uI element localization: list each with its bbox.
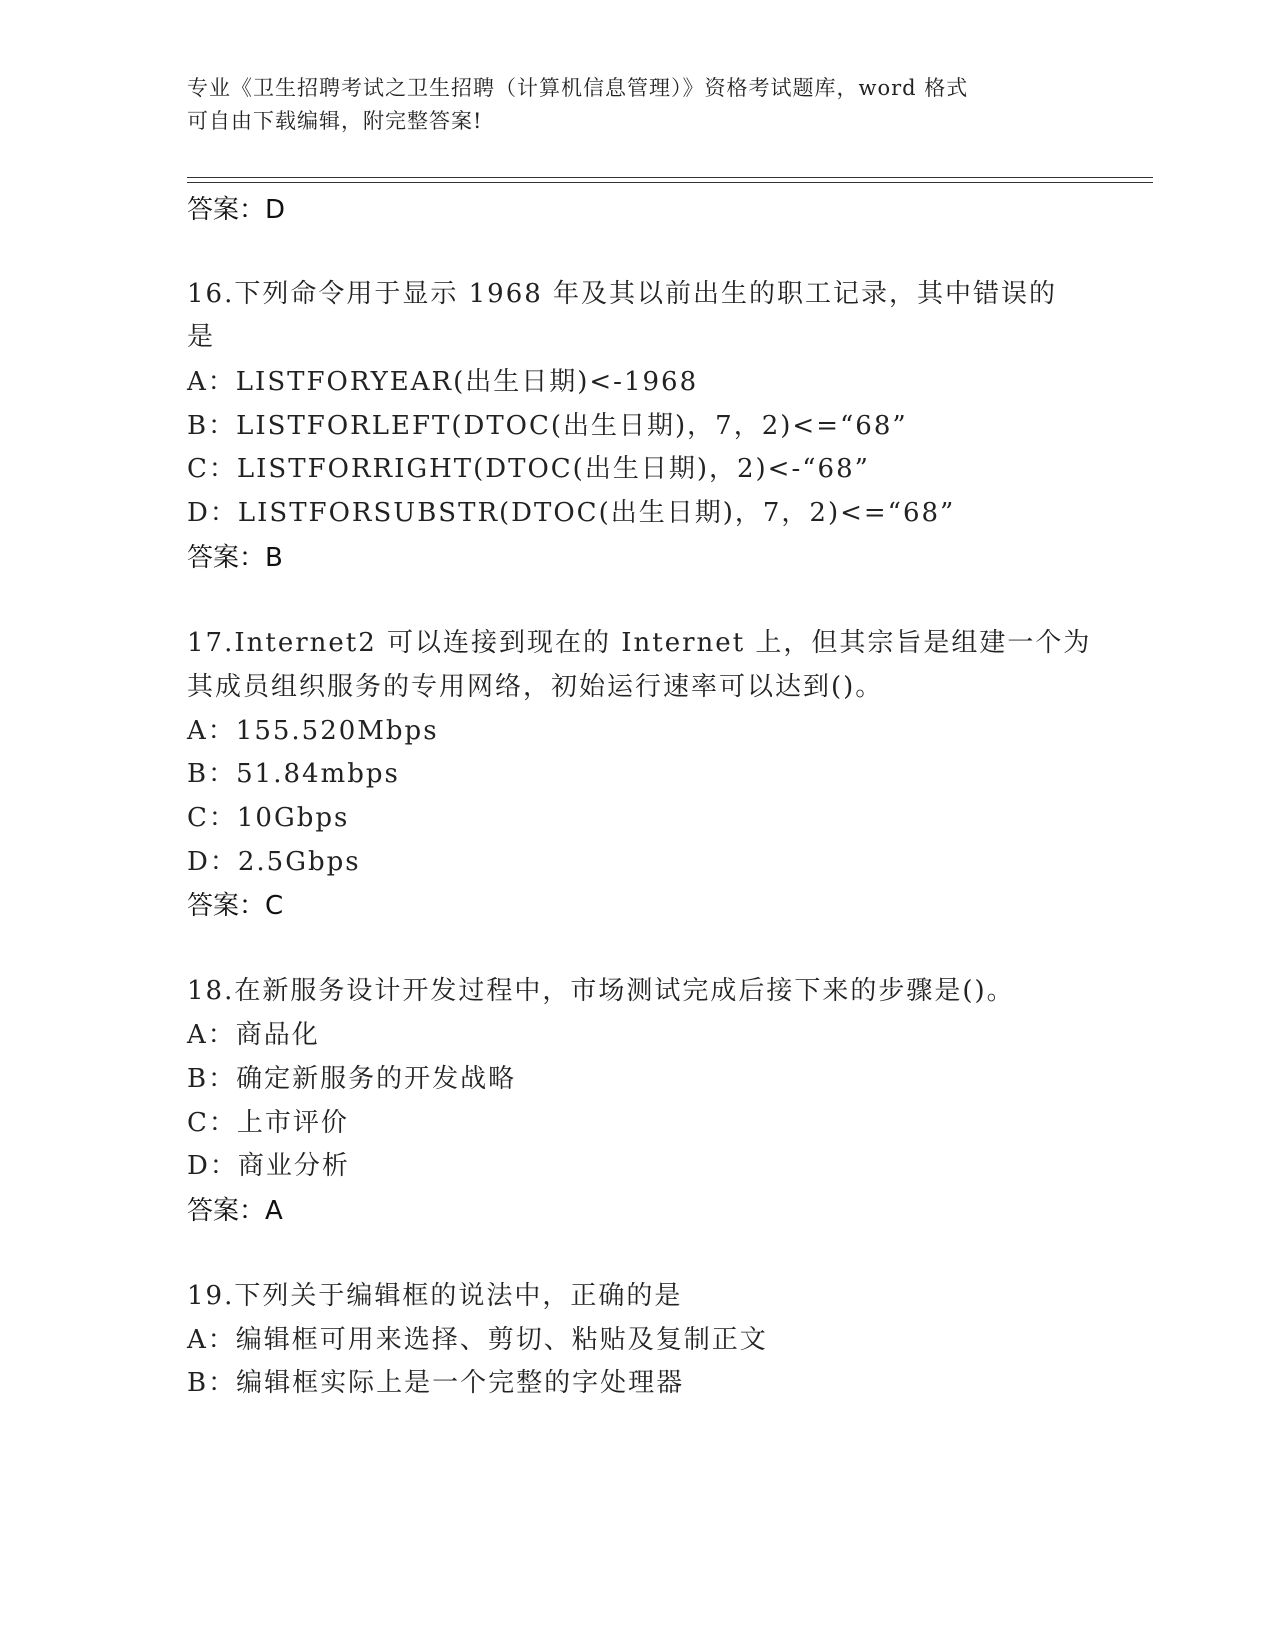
q18-option-b: B：确定新服务的开发战略 (187, 1064, 517, 1094)
q17-stem-line-1: 17.Internet2 可以连接到现在的 Internet 上，但其宗旨是组建一个为 (187, 628, 1092, 658)
q17-option-b: B：51.84mbps (187, 759, 400, 789)
q18-option-a: A：商品化 (187, 1020, 320, 1050)
q17-option-c: C：10Gbps (187, 803, 350, 833)
q17-answer: 答案：C (187, 891, 284, 921)
header-line-1: 专业《卫生招聘考试之卫生招聘（计算机信息管理）》资格考试题库，word 格式 (187, 76, 969, 100)
q16-option-d: D：LISTFORSUBSTR(DTOC(出生日期)，7，2)<=“68” (187, 498, 956, 528)
q17-stem-line-2: 其成员组织服务的专用网络，初始运行速率可以达到()。 (187, 672, 884, 702)
q16-answer: 答案：B (187, 543, 283, 573)
q18-answer: 答案：A (187, 1196, 283, 1226)
q17-option-d: D：2.5Gbps (187, 847, 361, 877)
header-rule-top (187, 177, 1153, 178)
q19-stem-line-1: 19.下列关于编辑框的说法中，正确的是 (187, 1281, 683, 1311)
answer-15: 答案：D (187, 195, 286, 225)
document-header (187, 72, 1087, 138)
q16-option-b: B：LISTFORLEFT(DTOC(出生日期)，7，2)<=“68” (187, 411, 908, 441)
q19-option-b: B：编辑框实际上是一个完整的字处理器 (187, 1368, 685, 1398)
q16-option-c: C：LISTFORRIGHT(DTOC(出生日期)，2)<-“68” (187, 454, 870, 484)
q16-option-a: A：LISTFORYEAR(出生日期)<-1968 (187, 367, 699, 397)
header-rule-bottom (187, 182, 1153, 183)
header-line-2: 可自由下载编辑，附完整答案! (187, 109, 483, 133)
q19-option-a: A：编辑框可用来选择、剪切、粘贴及复制正文 (187, 1325, 768, 1355)
q18-option-d: D：商业分析 (187, 1151, 350, 1181)
q16-stem-line-2: 是 (187, 322, 216, 352)
q18-stem-line-1: 18.在新服务设计开发过程中，市场测试完成后接下来的步骤是()。 (187, 976, 1015, 1006)
q16-stem-line-1: 16.下列命令用于显示 1968 年及其以前出生的职工记录，其中错误的 (187, 279, 1058, 309)
q17-option-a: A：155.520Mbps (187, 716, 439, 746)
q18-option-c: C：上市评价 (187, 1108, 349, 1138)
